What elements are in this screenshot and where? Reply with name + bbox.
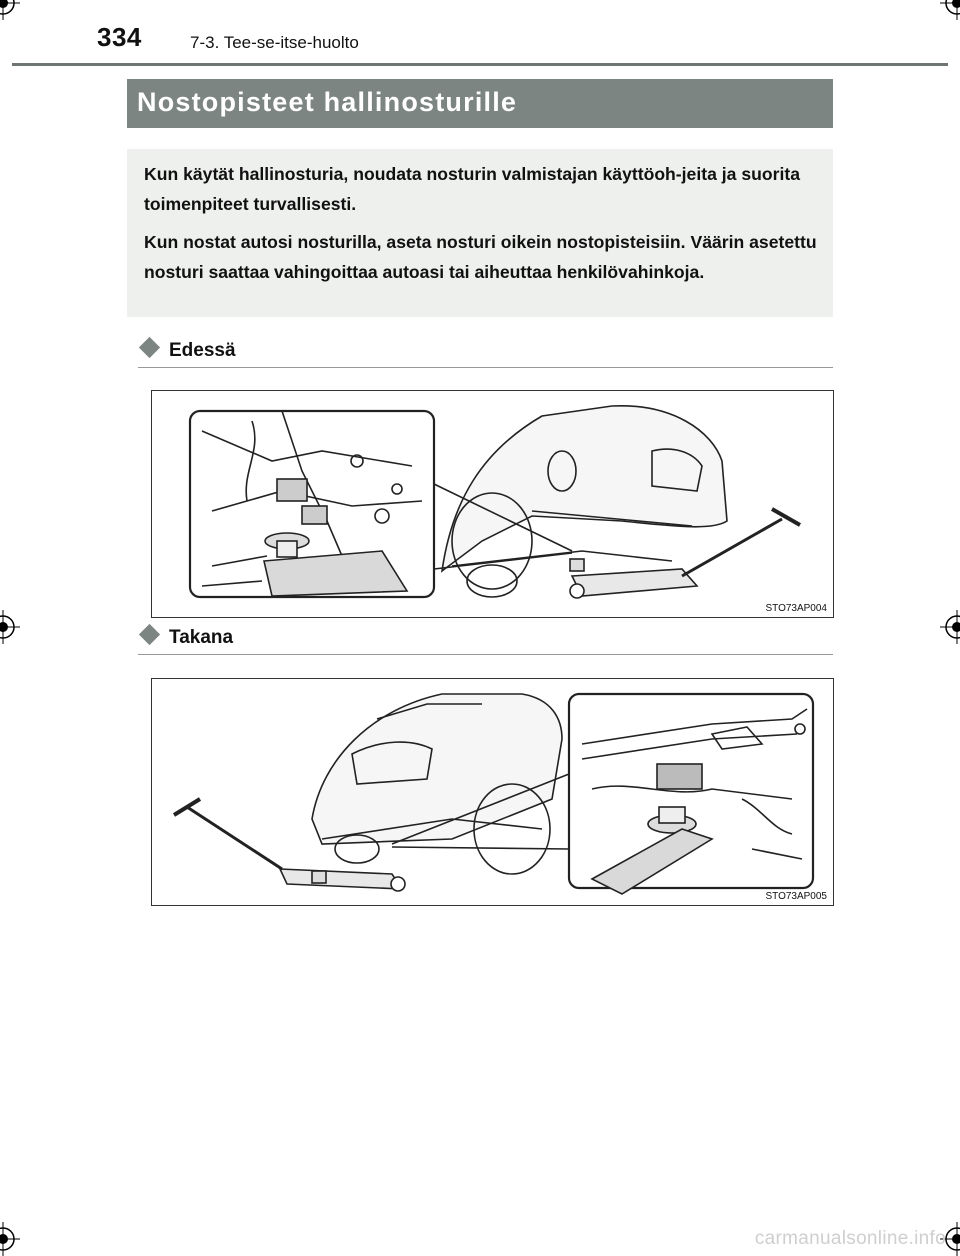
section-title-bar	[127, 79, 833, 128]
figure-front-jacking-point	[151, 390, 834, 618]
section-heading-rear	[138, 627, 233, 649]
registration-mark-icon	[0, 610, 20, 644]
intro-box	[127, 149, 833, 317]
header-divider	[12, 63, 948, 66]
figure-code: STO73AP005	[765, 891, 827, 902]
section-label: Edessä	[169, 340, 236, 361]
page-number: 334	[97, 22, 142, 52]
rear-jacking-point-illustration	[152, 679, 833, 905]
registration-mark-icon	[0, 1222, 20, 1256]
intro-paragraph-2: Kun nostat autosi nosturilla, aseta nosturi oikein nostopisteisiin. Väärin asetettu nosturi saattaa vahingoittaa autoasi tai aiheuttaa henkilövahinkoja.	[144, 232, 817, 282]
section-label: Takana	[169, 627, 234, 648]
section-divider	[138, 367, 833, 368]
diamond-bullet-icon	[139, 624, 160, 645]
registration-mark-icon	[940, 0, 960, 20]
section-divider	[138, 654, 833, 655]
diamond-bullet-icon	[139, 337, 160, 358]
front-jacking-point-illustration	[152, 391, 833, 617]
figure-rear-jacking-point	[151, 678, 834, 906]
page-title: Nostopisteet hallinosturille	[137, 87, 518, 117]
section-heading-front	[138, 340, 236, 362]
registration-mark-icon	[0, 0, 20, 20]
figure-code: STO73AP004	[765, 603, 827, 614]
chapter-title: 7-3. Tee-se-itse-huolto	[190, 33, 359, 52]
registration-mark-icon	[940, 610, 960, 644]
intro-paragraph-1: Kun käytät hallinosturia, noudata nosturin valmistajan käyttöoh-jeita ja suorita toimenpiteet turvallisesti.	[144, 164, 800, 214]
watermark: carmanualsonline.info	[754, 1228, 946, 1249]
